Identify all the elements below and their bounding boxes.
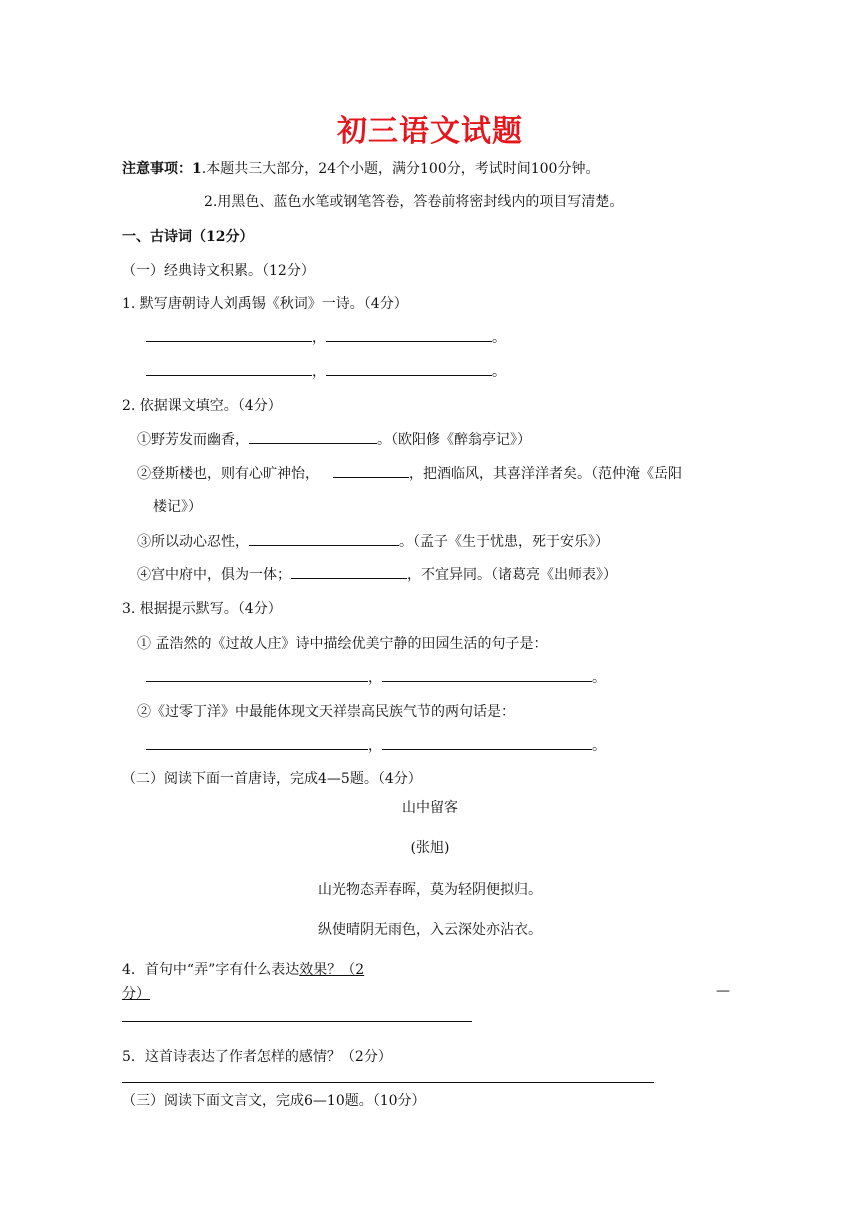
subsection-heading-3: （三）阅读下面文言文，完成6—10题。（10分）	[122, 1093, 426, 1109]
answer-blank[interactable]	[146, 737, 368, 750]
prompt-text: ③所以动心忍性，	[137, 534, 249, 550]
prompt-text: ②登斯楼也，则有心旷神怡，	[137, 466, 319, 482]
poem-line-1: 山光物态弄春晖，莫为轻阴便拟归。	[318, 882, 542, 898]
question-3: 3. 根据提示默写。（4分）	[122, 601, 282, 617]
period: 。	[492, 364, 506, 380]
question-4	[122, 959, 364, 979]
answer-blank[interactable]	[249, 431, 377, 444]
comma: ，	[368, 738, 382, 754]
notice-item-2: 2.用黑色、蓝色水笔或钢笔答卷，答卷前将密封线内的项目写清楚。	[204, 194, 624, 210]
comma: ，	[312, 330, 326, 346]
answer-blank[interactable]	[326, 329, 492, 342]
period: 。	[592, 670, 606, 686]
page-title: 初三语文试题	[337, 114, 523, 149]
answer-blank[interactable]	[326, 363, 492, 376]
source-text: ，不宜异同。（诸葛亮《出师表》）	[407, 567, 617, 583]
question-1: 1. 默写唐朝诗人刘禹锡《秋词》一诗。（4分）	[122, 296, 408, 312]
notice-line-1	[122, 158, 599, 178]
notice-item-1: .本题共三大部分，24个小题，满分100分，考试时间100分钟。	[201, 161, 600, 177]
answer-blank[interactable]	[333, 465, 409, 478]
subsection-heading-2: （二）阅读下面一首唐诗，完成4—5题。（4分）	[122, 771, 422, 787]
answer-line-row	[146, 327, 506, 347]
poem-line-2: 纵使晴阴无雨色，入云深处亦沾衣。	[318, 922, 542, 938]
question-2-item-2	[137, 463, 682, 483]
answer-line-row	[146, 667, 606, 687]
question-2-item-2-cont: 楼记》）	[153, 499, 202, 515]
question-3-item-2: ②《过零丁洋》中最能体现文天祥崇高民族气节的两句话是：	[137, 704, 515, 720]
question-5: 5．这首诗表达了作者怎样的感情？（2分）	[122, 1049, 392, 1065]
period: 。	[592, 738, 606, 754]
question-4-text: 4．首句中“弄”字有什么表达	[122, 962, 300, 978]
period: 。	[492, 330, 506, 346]
question-4-score-text: 分）	[122, 986, 150, 1002]
source-text: 。（欧阳修《醉翁亭记》）	[377, 432, 531, 448]
subsection-heading-1: （一）经典诗文积累。（12分）	[122, 263, 315, 279]
answer-blank[interactable]	[146, 669, 368, 682]
question-4-dash: —	[716, 983, 730, 999]
answer-blank[interactable]	[146, 363, 312, 376]
question-2: 2. 依据课文填空。（4分）	[122, 398, 282, 414]
notice-label: 注意事项：	[122, 161, 192, 177]
prompt-text: ④宫中府中，俱为一体；	[137, 567, 291, 583]
comma: ，	[368, 670, 382, 686]
question-3-item-1: ① 孟浩然的《过故人庄》诗中描绘优美宁静的田园生活的句子是：	[137, 636, 548, 652]
answer-blank[interactable]	[382, 669, 592, 682]
question-2-item-1	[137, 429, 531, 449]
answer-line-row	[146, 361, 506, 381]
source-text: ，把酒临风，其喜洋洋者矣。（范仲淹《岳阳	[409, 466, 682, 482]
poem-title: 山中留客	[402, 800, 458, 816]
answer-blank[interactable]	[382, 737, 592, 750]
question-2-item-4	[137, 564, 617, 584]
answer-line[interactable]	[122, 1021, 472, 1022]
answer-blank[interactable]	[291, 566, 407, 579]
answer-blank[interactable]	[146, 329, 312, 342]
answer-line-row	[146, 735, 606, 755]
answer-line[interactable]	[122, 1082, 654, 1083]
comma: ，	[312, 364, 326, 380]
source-text: 。（孟子《生于忧患，死于安乐》）	[399, 534, 609, 550]
poem-author: (张旭)	[410, 840, 450, 856]
notice-item-1-number: 1	[192, 161, 202, 177]
question-2-item-3	[137, 531, 609, 551]
section-heading: 一、古诗词（12分）	[122, 229, 254, 245]
prompt-text: ①野芳发而幽香，	[137, 432, 249, 448]
question-4-underlined: 效果？（2	[299, 962, 365, 978]
question-4-score	[122, 983, 150, 1003]
answer-blank[interactable]	[249, 533, 399, 546]
